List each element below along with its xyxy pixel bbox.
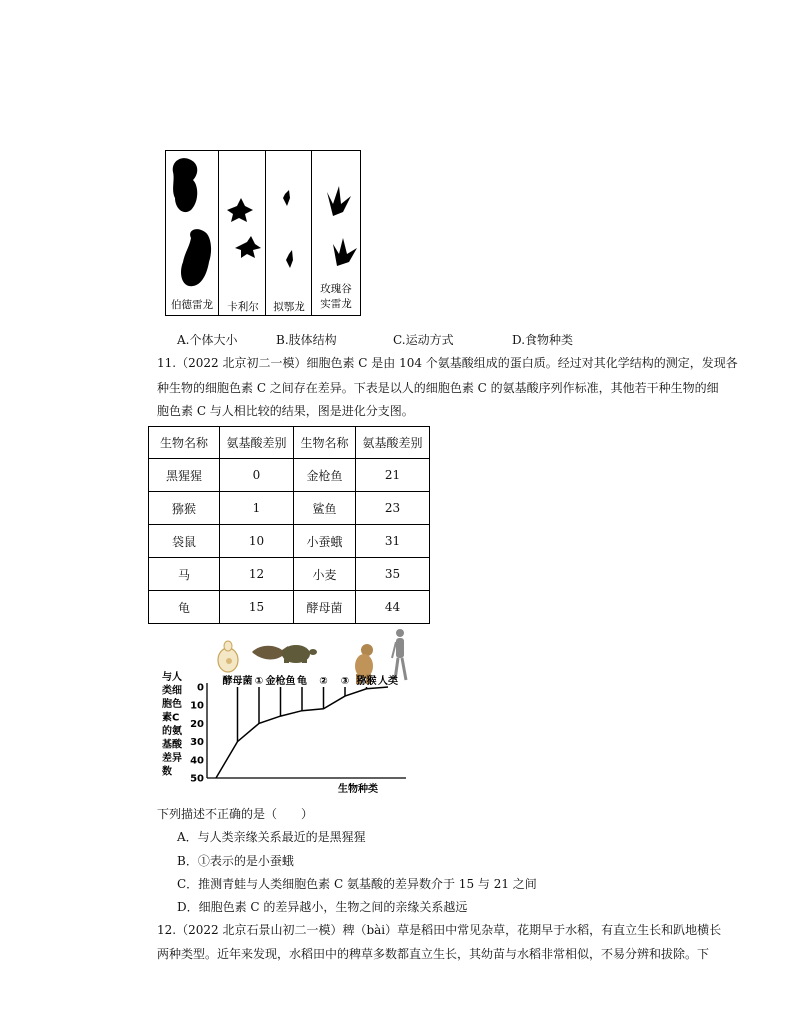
- q11-stem-line2: 种生物的细胞色素 C 之间存在差异。下表是以人的细胞色素 C 的氨基酸序列作标准，其他若干种生物的细: [157, 381, 719, 395]
- y-axis-label-line: 差异: [162, 753, 182, 764]
- footprint-label-5: 实雷龙: [320, 298, 352, 310]
- table-cell: 袋鼠: [149, 525, 220, 558]
- branch-label: ①: [254, 676, 264, 687]
- evolution-tree-chart: [150, 628, 420, 798]
- table-row: [149, 492, 430, 525]
- y-axis-label-line: 与人: [162, 672, 182, 683]
- y-axis-ticks: [190, 683, 204, 785]
- q12-stem-line1: 12.（2022 北京石景山初二一模）稗（bài）草是稻田中常见杂草，花期早于水稻，有直立生长和趴地横长: [157, 923, 722, 937]
- q11-option-c: C．推测青蛙与人类细胞色素 C 氨基酸的差异数介于 15 与 21 之间: [177, 877, 537, 891]
- footprint-label-2: 卡利尔: [227, 301, 259, 313]
- table-cell: 鲨鱼: [294, 492, 356, 525]
- table-cell: 0: [220, 459, 294, 492]
- table-cell: 35: [356, 558, 430, 591]
- footprint-mark-2: [235, 236, 261, 258]
- q10-option-a: [177, 332, 238, 348]
- table-cell: 23: [356, 492, 430, 525]
- table-header-row: [149, 427, 430, 459]
- q10-option-c: [393, 332, 454, 348]
- q10-option-a-text: 个体大小: [189, 333, 238, 347]
- table-header-cell: 氨基酸差别: [356, 427, 430, 459]
- table-cell: 21: [356, 459, 430, 492]
- q10-option-b-text: 肢体结构: [288, 333, 337, 347]
- q10-option-d: [512, 332, 573, 348]
- table-header-cell: 生物名称: [294, 427, 356, 459]
- y-tick-label: 20: [190, 718, 204, 730]
- table-cell: 猕猴: [149, 492, 220, 525]
- footprint-track-1: [327, 186, 351, 216]
- table-header-cell: 生物名称: [149, 427, 220, 459]
- footprint-label-1: 伯德雷龙: [171, 299, 213, 311]
- table-row: [149, 525, 430, 558]
- y-axis-label: [162, 670, 183, 778]
- footprint-label-4: 玫瑰谷: [320, 283, 352, 295]
- q11-stem-line1: 11.（2022 北京初二一模）细胞色素 C 是由 104 个氨基酸组成的蛋白质。经过对其化学结构的测定，发现各: [157, 356, 738, 370]
- y-axis-label-line: 的氨: [162, 726, 182, 737]
- branch-label: 猕猴: [356, 676, 377, 687]
- branch-label: 人类: [378, 676, 398, 687]
- turtle-icon: [282, 645, 317, 663]
- table-cell: 酵母菌: [294, 591, 356, 624]
- table-cell: 15: [220, 591, 294, 624]
- footprint-mark-1: [227, 198, 253, 222]
- human-icon: [392, 629, 406, 680]
- table-cell: 黑猩猩: [149, 459, 220, 492]
- footprint-mark-3: [283, 190, 290, 206]
- x-axis-label: 生物种类: [338, 784, 378, 795]
- branch-label: 金枪鱼: [265, 676, 296, 687]
- table-cell: 44: [356, 591, 430, 624]
- tree-lines: [216, 687, 388, 778]
- footprint-blob-2: [181, 229, 211, 286]
- q10-option-b-key: B.: [276, 333, 289, 347]
- branch-labels: [223, 674, 399, 687]
- y-axis-label-line: 基酸: [162, 739, 182, 751]
- table-cell: 金枪鱼: [294, 459, 356, 492]
- q11-stem-line3: 胞色素 C 与人相比较的结果，图是进化分支图。: [157, 404, 414, 418]
- yeast-icon: [218, 641, 238, 672]
- y-axis-label-line: 素C: [162, 712, 180, 724]
- branch-label: ③: [340, 676, 350, 687]
- table-cell: 龟: [149, 591, 220, 624]
- table-header-cell: 氨基酸差别: [220, 427, 294, 459]
- branch-label: ②: [319, 676, 328, 687]
- table-cell: 马: [149, 558, 220, 591]
- q10-option-d-key: D.: [512, 333, 526, 347]
- y-axis-label-line: 数: [162, 766, 172, 778]
- table-cell: 12: [220, 558, 294, 591]
- y-tick-label: 30: [190, 737, 204, 749]
- y-tick-label: 10: [190, 700, 204, 712]
- q11-option-d: D．细胞色素 C 的差异越小，生物之间的亲缘关系越远: [177, 900, 468, 914]
- y-tick-label: 0: [197, 682, 204, 694]
- amino-acid-table: [148, 426, 430, 624]
- footprint-blob-1: [173, 158, 197, 212]
- q10-option-c-text: 运动方式: [405, 333, 454, 347]
- table-cell: 1: [220, 492, 294, 525]
- q12-stem-line2: 两种类型。近年来发现，水稻田中的稗草多数都直立生长，其幼苗与水稻非常相似，不易分辨和拔除。下: [157, 947, 710, 961]
- q11-option-b: B．①表示的是小蚕蛾: [177, 854, 294, 868]
- y-tick-label: 40: [190, 755, 204, 767]
- table-row: [149, 591, 430, 624]
- footprint-track-2: [333, 238, 357, 266]
- table-cell: 10: [220, 525, 294, 558]
- branch-label: 龟: [297, 676, 307, 687]
- branch-label: 酵母菌: [222, 676, 253, 687]
- q11-prompt: 下列描述不正确的是（ ）: [157, 807, 314, 821]
- table-row: [149, 558, 430, 591]
- table-row: [149, 459, 430, 492]
- q10-option-a-key: A.: [177, 333, 190, 347]
- footprint-label-3: 拟鄂龙: [273, 301, 305, 313]
- footprint-mark-4: [286, 250, 293, 268]
- q10-option-c-key: C.: [393, 333, 406, 347]
- q10-option-b: [276, 332, 337, 348]
- q11-option-a: A．与人类亲缘关系最近的是黑猩猩: [177, 830, 366, 844]
- y-axis-label-line: 胞色: [162, 699, 182, 710]
- table-cell: 31: [356, 525, 430, 558]
- y-axis-label-line: 类细: [162, 685, 182, 697]
- q10-option-d-text: 食物种类: [525, 333, 574, 347]
- table-cell: 小蚕蛾: [294, 525, 356, 558]
- footprint-figure: [165, 150, 361, 316]
- table-cell: 小麦: [294, 558, 356, 591]
- y-tick-label: 50: [190, 773, 204, 785]
